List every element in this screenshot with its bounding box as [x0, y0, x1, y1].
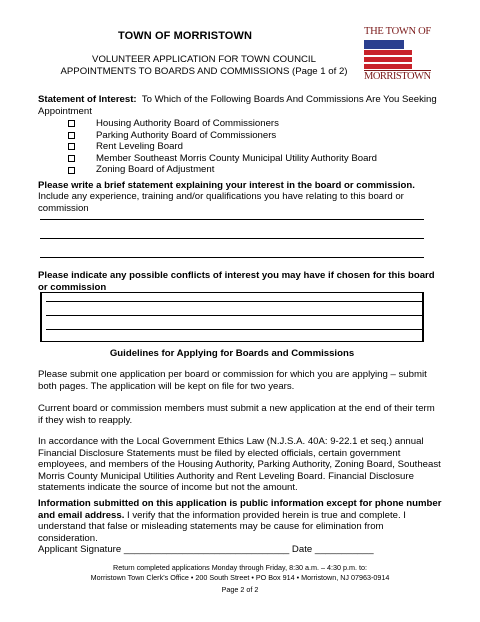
checkbox[interactable] [68, 167, 75, 174]
interest-answer-line-1[interactable] [40, 219, 424, 220]
footer-line-1: Return completed applications Monday through Friday, 8:30 a.m. – 4:30 p.m. to: [113, 563, 367, 572]
statement-label: Statement of Interest: [38, 94, 137, 105]
statement-of-interest [38, 94, 440, 117]
board-option[interactable] [68, 130, 377, 142]
checkbox[interactable] [68, 132, 75, 139]
board-option[interactable] [68, 141, 377, 153]
interest-section [38, 180, 440, 214]
guideline-paragraph-4 [38, 498, 442, 544]
page-subtitle [44, 54, 364, 77]
guideline-paragraph-3: In accordance with the Local Government Ethics Law (N.J.S.A. 40A: 9-22.1 et seq.) annual Financial Disclosure Statements must be filed by elected officials, certain government employees, and members of the Housing Authority, Parking Authority, Zoning Board, Southeast Morris County Municipal Utilities Authority and Rent Leveling Board. Financial Disclosure statements indicate the source of income but not the amount. [38, 436, 441, 494]
interest-answer-line-2[interactable] [40, 238, 424, 239]
conflicts-heading: Please indicate any possible conflicts of interest you may have if chosen for this board or commission [38, 270, 435, 293]
page-number: Page 2 of 2 [221, 585, 259, 594]
page-title: TOWN OF MORRISTOWN [118, 30, 252, 42]
interest-answer-line-3[interactable] [40, 257, 424, 258]
board-label: Rent Leveling Board [96, 141, 183, 153]
checkbox[interactable] [68, 120, 75, 127]
subtitle-line-1: VOLUNTEER APPLICATION FOR TOWN COUNCIL [92, 54, 316, 65]
conflicts-answer-line-2[interactable] [46, 315, 422, 316]
footer-line-2: Morristown Town Clerk’s Office • 200 South Street • PO Box 914 • Morristown, NJ 07963-0914 [90, 573, 390, 582]
board-label: Housing Authority Board of Commissioners [96, 118, 279, 129]
board-label: Parking Authority Board of Commissioners [96, 129, 277, 141]
conflicts-answer-line-1[interactable] [46, 301, 422, 302]
town-logo [364, 24, 440, 84]
flag-silhouette-icon [364, 38, 440, 72]
boards-list [68, 118, 377, 176]
board-option[interactable] [68, 153, 377, 165]
public-info-notice: Information submitted on this application is public information except for phone number and email address. [38, 498, 442, 521]
guidelines-title: Guidelines for Applying for Boards and Commissions [109, 348, 355, 359]
verification-text: I verify that the information provided herein is true and complete. I understand that false or misleading statements may be cause for elimination from consideration. [38, 509, 406, 544]
footer [60, 563, 420, 583]
board-option[interactable] [68, 164, 377, 176]
interest-heading: Please write a brief statement explaining your interest in the board or commission. [38, 180, 415, 191]
guideline-paragraph-2: Current board or commission members must submit a new application at the end of their term if they wish to reapply. [38, 403, 435, 426]
board-label: Zoning Board of Adjustment [96, 164, 215, 176]
conflicts-answer-box[interactable] [40, 292, 424, 342]
checkbox[interactable] [68, 155, 75, 162]
logo-bottom-text: MORRISTOWN [364, 71, 431, 82]
statement-text: To Which of the Following Boards And Commissions Are You Seeking Appointment [38, 94, 437, 117]
signature-line[interactable]: Applicant Signature _______________________________ Date ___________ [38, 544, 374, 555]
guideline-paragraph-1: Please submit one application per board or commission for which you are applying – submit both pages. The application will be kept on file for two years. [38, 369, 427, 392]
board-label: Member Southeast Morris County Municipal Utility Authority Board [96, 152, 377, 164]
checkbox[interactable] [68, 143, 75, 150]
conflicts-answer-line-3[interactable] [46, 329, 422, 330]
interest-text: Include any experience, training and/or qualifications you have relating to this board or commission [38, 191, 404, 214]
logo-top-text: THE TOWN OF [364, 26, 431, 37]
subtitle-line-2: APPOINTMENTS TO BOARDS AND COMMISSIONS (Page 1 of 2) [60, 65, 348, 77]
board-option[interactable] [68, 118, 377, 130]
